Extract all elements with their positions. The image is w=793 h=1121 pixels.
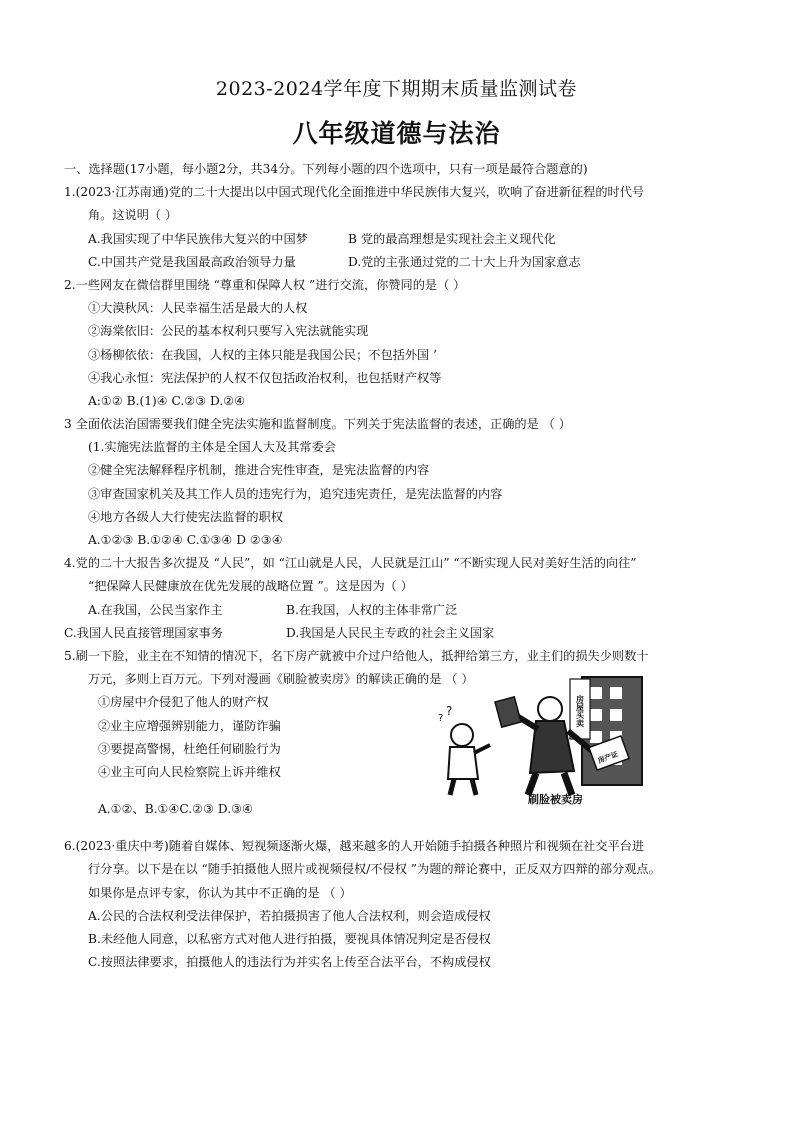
question-marks: ?	[438, 713, 444, 724]
q3-statement-2: ②健全宪法解释程序机制，推进合宪性审查，是宪法监督的内容	[88, 463, 430, 478]
cartoon-caption: 刷脸被卖房	[528, 793, 583, 805]
q4-options-row-2	[64, 622, 729, 645]
q1-stem-line-1: 1.(2023·江苏南通)党的二十大提出以中国式现代化全面推进中华民族伟大复兴，吹响了奋进新征程的时代号	[64, 185, 645, 200]
cartoon-illustration	[432, 675, 657, 805]
q5-statement-2: ②业主应增强辨别能力，谨防诈骗	[98, 718, 281, 733]
building-drawing	[570, 677, 642, 785]
q5-stem-line-1: 5.刷一下脸，业主在不知情的情况下，名下房产就被中介过户给他人，抵押给第三方，业主们的损失少则数十	[64, 648, 649, 663]
q6-option-c: C.按照法律要求，拍摄他人的违法行为并实名上传至合法平台，不构成侵权	[88, 955, 491, 970]
section-heading: 一、选择题(17小题，每小题2分，共34分。下列每小题的四个选项中，只有一项是最符合题意的)	[64, 162, 588, 176]
q1-options-row-2	[64, 251, 729, 274]
owner-figure	[438, 704, 490, 795]
q1-option-a: A.我国实现了中华民族伟大复兴的中国梦	[88, 231, 308, 246]
q3-statement-1: (1.实施宪法监督的主体是全国人大及其常委会	[88, 440, 336, 455]
q3-statement-3: ③审查国家机关及其工作人员的违宪行为，追究违宪责任，是宪法监督的内容	[88, 486, 503, 501]
q1-option-b: B 党的最高理想是实现社会主义现代化	[348, 231, 556, 246]
subject-title: 八年级道德与法治	[292, 119, 501, 148]
q4-option-d: D.我国是人民民主专政的社会主义国家	[286, 625, 495, 640]
q1-options-row-1	[64, 228, 729, 251]
q3-options: A.①②③ B.①②④ C.①③④ D ②③④	[88, 533, 283, 547]
document-label: 房产证	[596, 750, 620, 765]
q4-stem-line-2: “把保障人民健康放在优先发展的战略位置 ”。这是因为（ ）	[88, 579, 413, 594]
q5-statement-4: ④业主可向人民检察院上诉并维权	[98, 764, 281, 779]
building-label: 房屋买卖	[575, 695, 585, 727]
q6-option-b: B.未经他人同意，以私密方式对他人进行拍摄，要视具体情况判定是否侵权	[88, 932, 491, 946]
exam-title: 2023-2024学年度下期期末质量监测试卷	[215, 78, 578, 100]
q5-statement-1: ①房屋中介侵犯了他人的财产权	[98, 695, 269, 710]
q5-options: A.①②、B.①④C.②③ D.③④	[98, 802, 253, 817]
q2-statement-4: ④我心永恒：宪法保护的人权不仅包括政治权利，也包括财产权等	[88, 370, 442, 385]
q2-options: A:①② B.(1)④ C.②③ D.②④	[88, 393, 246, 408]
q1-option-d: D.党的主张通过党的二十大上升为国家意志	[348, 254, 581, 269]
q6-stem-line-3: 如果你是点评专家，你认为其中不正确的是 （ ）	[88, 885, 352, 900]
q6-stem-line-2: 行分享。以下是在以 “随手拍摄他人照片或视频侵权/不侵权 ”为题的辩论赛中，正反双方四辩的部分观点。	[88, 862, 661, 877]
q4-stem-line-1: 4.党的二十大报告多次提及 “人民”，如 “江山就是人民，人民就是江山” “不断实现人民对美好生活的向往”	[64, 556, 637, 571]
q1-option-c: C.中国共产党是我国最高政治领导力量	[88, 254, 296, 269]
q2-statement-1: ①大漠秋风：人民幸福生活是最大的人权	[88, 301, 308, 316]
q4-options-row-1	[64, 599, 729, 622]
face-scan-device	[495, 697, 521, 727]
q3-stem: 3 全面依法治国需要我们健全宪法实施和监督制度。下列关于宪法监督的表述，正确的是 （ ）	[64, 417, 571, 432]
exam-content	[64, 158, 729, 974]
q6-stem-line-1: 6.(2023·重庆中考)随着自媒体、短视频逐渐火爆，越来越多的人开始随手拍摄各种照片和视频在社交平台进	[64, 839, 645, 854]
question-marks-2: ?	[446, 704, 453, 718]
q6-option-a: A.公民的合法权利受法律保护，若拍摄损害了他人合法权利，则会造成侵权	[88, 908, 491, 923]
q2-statement-2: ②海棠依旧：公民的基本权利只要写入宪法就能实现	[88, 324, 369, 339]
q4-option-a: A.在我国，公民当家作主	[88, 602, 223, 617]
q5-statement-3: ③要提高警惕，杜绝任何刷脸行为	[98, 741, 281, 756]
q4-option-c: C.我国人民直接管理国家事务	[64, 625, 224, 640]
q3-statement-4: ④地方各级人大行使宪法监督的职权	[88, 509, 283, 524]
q2-stem: 2.一些网友在微信群里围绕 “尊重和保障人权 ”进行交流，你赞同的是（ ）	[64, 277, 466, 292]
q1-stem-line-2: 角。这说明（ ）	[88, 208, 178, 223]
q5-stem-line-2: 万元，多则上百万元。下列对漫画《刷脸被卖房》的解读正确的是 （ ）	[88, 672, 474, 687]
q2-statement-3: ③杨柳依依：在我国，人权的主体只能是我国公民；不包括外国 ’	[88, 347, 437, 362]
q4-option-b: B.在我国，人权的主体非常广泛	[286, 602, 458, 617]
